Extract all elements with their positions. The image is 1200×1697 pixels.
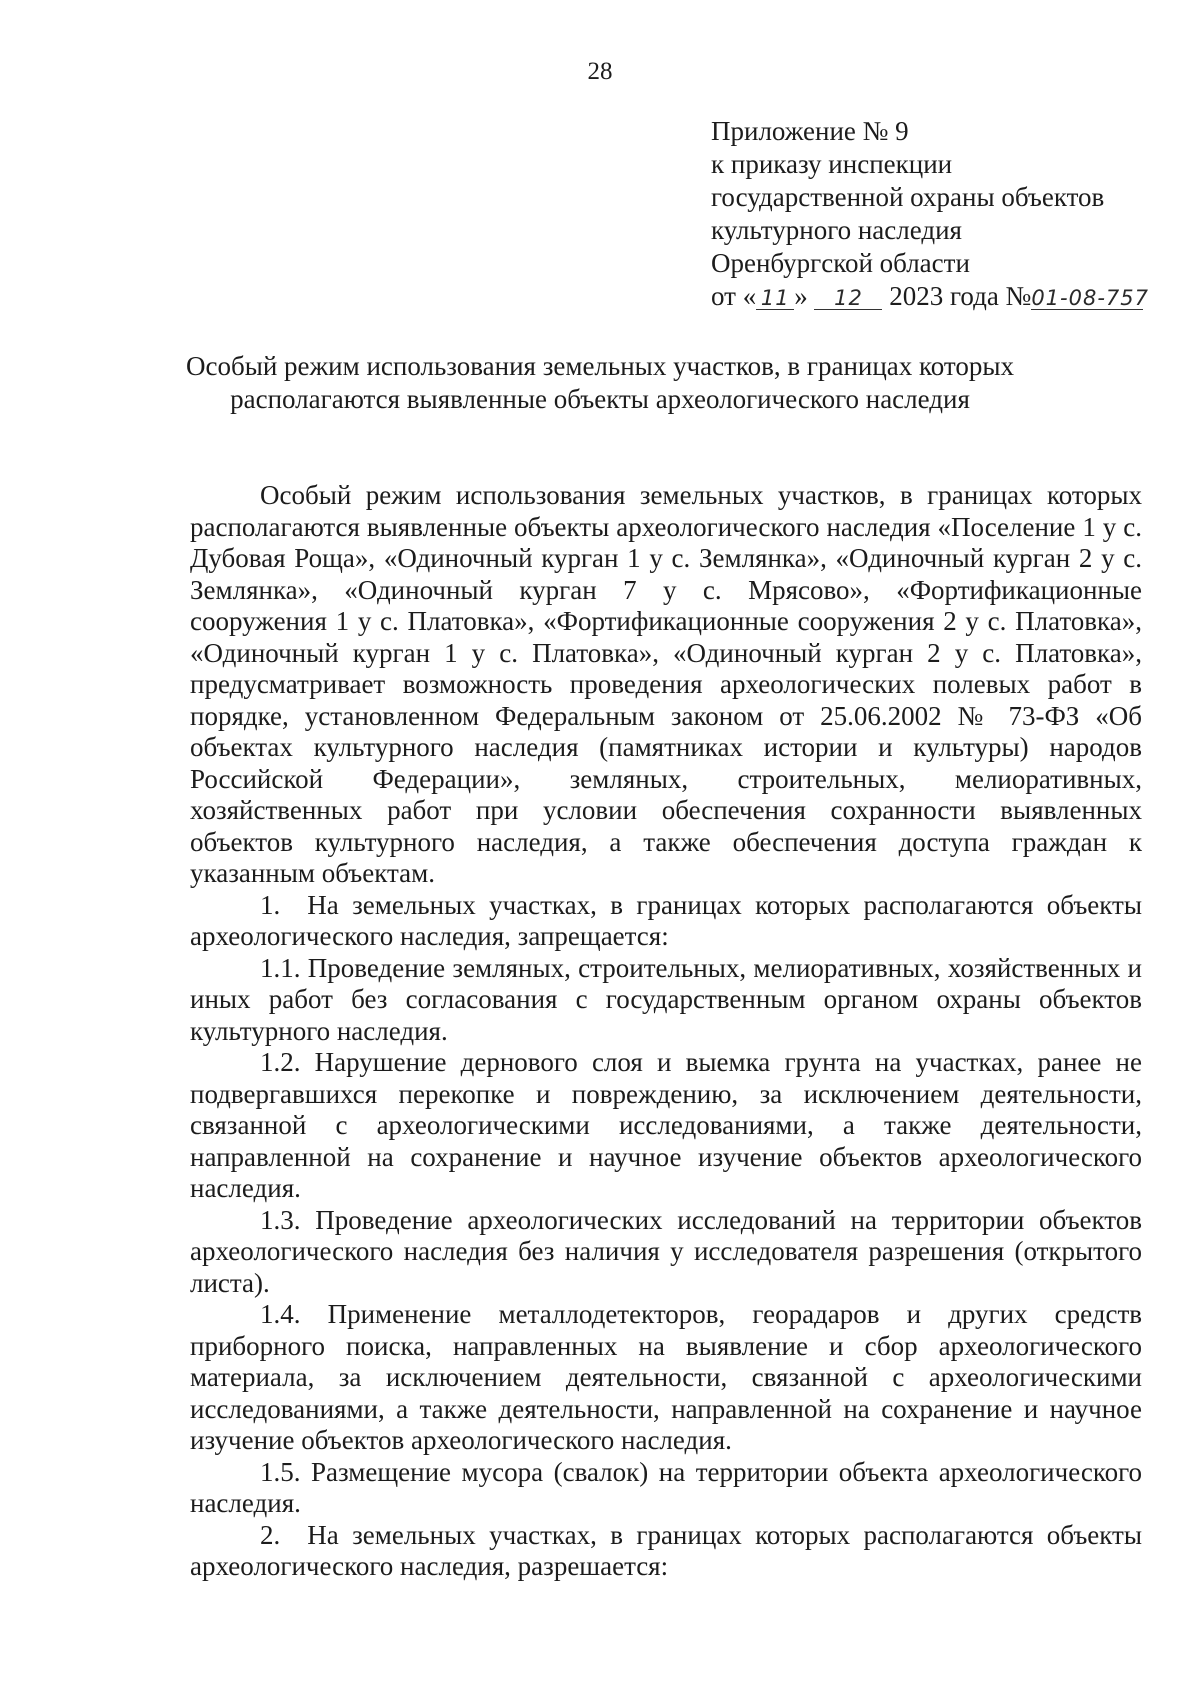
appendix-line: культурного наследия	[711, 215, 962, 245]
paragraph-item-1-2: 1.2. Нарушение дернового слоя и выемка грунта на участках, ранее не подвергавшихся перекопке и повреждению, за исключением деятельности, связанной с археологическими исследованиями, а также деятельности, направленной на сохранение и научное изучение объектов археологического наследия.	[190, 1047, 1142, 1203]
appendix-line: Приложение № 9	[711, 116, 909, 146]
appendix-line: к приказу инспекции	[711, 149, 953, 179]
handwritten-day: 11	[756, 287, 794, 310]
date-year: 2023 года №	[889, 281, 1032, 311]
date-mid: »	[794, 281, 808, 311]
paragraph-item-1: 1. На земельных участках, в границах которых располагаются объекты археологического наследия, запрещается:	[190, 889, 1142, 951]
appendix-line: государственной охраны объектов	[711, 182, 1105, 212]
appendix-line: Оренбургской области	[711, 248, 970, 278]
appendix-header	[711, 115, 1149, 313]
paragraph-item-2: 2. На земельных участках, в границах которых располагаются объекты археологического наследия, разрешается:	[190, 1519, 1142, 1581]
title-line: располагаются выявленные объекты археологического наследия	[230, 384, 970, 414]
document-body	[190, 480, 1142, 1583]
handwritten-doc-number: 01-08-757	[1031, 286, 1149, 310]
page-number: 28	[587, 58, 613, 85]
paragraph-item-1-3: 1.3. Проведение археологических исследований на территории объектов археологического наследия без наличия у исследователя разрешения (открытого листа).	[190, 1204, 1142, 1298]
paragraph-item-1-4: 1.4. Применение металлодетекторов, георадаров и других средств приборного поиска, направленных на выявление и сбор археологического материала, за исключением деятельности, связанной с археологическими исследованиями, а также деятельности, направленной на сохранение и научное изучение объектов археологического наследия.	[190, 1299, 1142, 1455]
paragraph-item-1-5: 1.5. Размещение мусора (свалок) на территории объекта археологического наследия.	[190, 1456, 1142, 1518]
title-line: Особый режим использования земельных участков, в границах которых	[185, 351, 1015, 381]
document-title	[0, 350, 1200, 416]
date-prefix: от «	[711, 281, 757, 311]
paragraph-intro: Особый режим использования земельных участков, в границах которых располагаются выявленные объекты археологического наследия «Поселение 1 у с. Дубовая Роща», «Одиночный курган 1 у с. Землянка», «Одиночный курган 2 у с. Землянка», «Одиночный курган 7 у с. Мрясово», «Фортификационные сооружения 1 у с. Платовка», «Фортификационные сооружения 2 у с. Платовка», «Одиночный курган 1 у с. Платовка», «Одиночный курган 2 у с. Платовка», предусматривает возможность проведения археологических полевых работ в порядке, установленном Федеральным законом от 25.06.2002 № 73-ФЗ «Об объектах культурного наследия (памятниках истории и культуры) народов Российской Федерации», земляных, строительных, мелиоративных, хозяйственных работ при условии обеспечения сохранности выявленных объектов культурного наследия, а также обеспечения доступа граждан к указанным объектам.	[190, 480, 1142, 888]
appendix-date-line	[711, 280, 1149, 313]
paragraph-item-1-1: 1.1. Проведение земляных, строительных, мелиоративных, хозяйственных и иных работ без согласования с государственным органом охраны объектов культурного наследия.	[190, 952, 1142, 1046]
handwritten-month: 12	[814, 287, 882, 310]
